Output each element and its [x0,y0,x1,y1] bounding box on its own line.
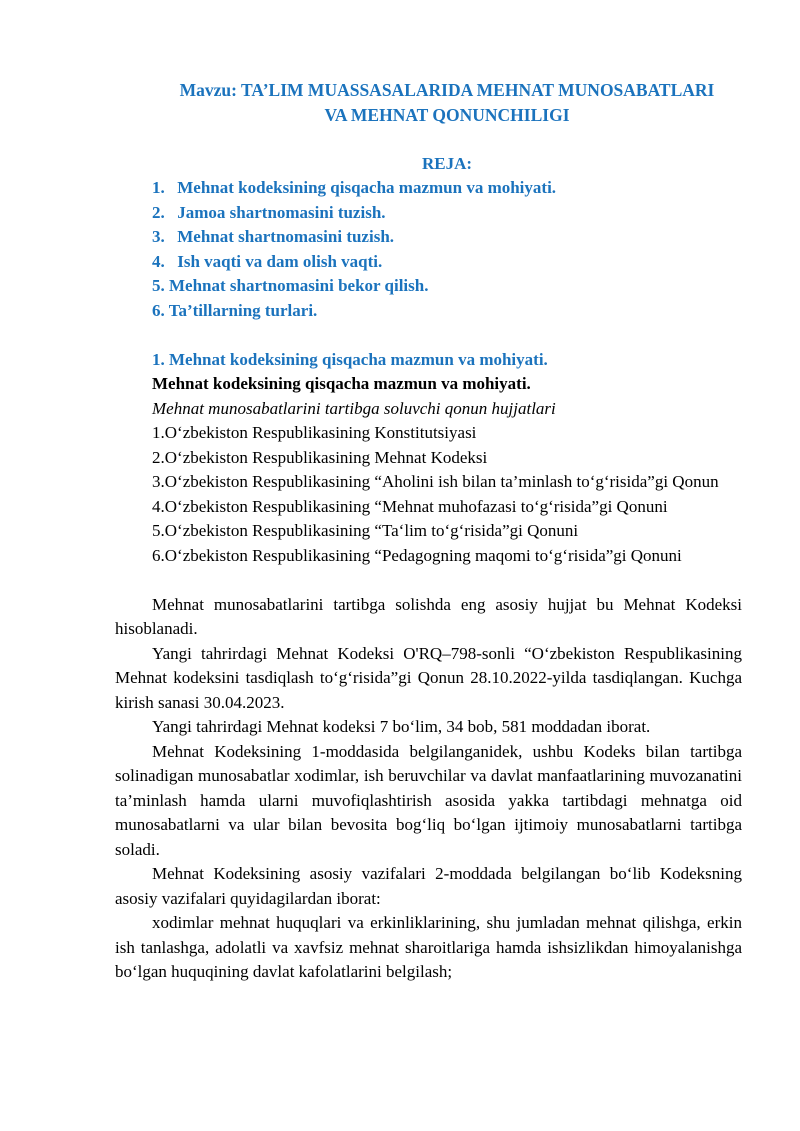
plan-item-number: 6. [152,300,165,320]
paragraph-article-1: Mehnat Kodeksining 1-moddasida belgilanganidek, ushbu Kodeks bilan tartibga solinadigan munosabatlar xodimlar, ish beruvchilar va davlat manfaatlarining muvozanatini ta’minlash hamda ularni muvofiqlashtirish asosida yakka tartibdagi mehnatga oid munosabatlarni va ular bilan bevosita bog‘liq bo‘lgan ijtimoiy munosabatlarni tartibga soladi. [115,741,742,859]
plan-item-number: 1. [152,178,165,197]
law-item-1: 1.O‘zbekiston Respublikasining Konstitutsiyasi [152,423,477,442]
law-item-2: 2.O‘zbekiston Respublikasining Mehnat Kodeksi [152,447,488,467]
spacer [115,323,742,348]
laws-list [115,421,742,568]
plan-item-2 [115,201,742,226]
plan-item-number: 3. [152,227,165,246]
plan-item-number: 4. [152,251,165,271]
document-content [115,78,742,985]
spacer [115,568,742,593]
law-item-4: 4.O‘zbekiston Respublikasining “Mehnat muhofazasi to‘g‘risida”gi Qonuni [152,496,668,516]
section-heading: 1. Mehnat kodeksining qisqacha mazmun va mohiyati. [152,349,548,369]
section-subheading: Mehnat kodeksining qisqacha mazmun va mohiyati. [152,374,531,393]
paragraph-main-document: Mehnat munosabatlarini tartibga solishda eng asosiy hujjat bu Mehnat Kodeksi hisoblanadi. [115,594,742,638]
plan-item-1 [115,176,742,201]
law-item-6: 6.O‘zbekiston Respublikasining “Pedagogning maqomi to‘g‘risida”gi Qonuni [152,545,682,565]
laws-caption: Mehnat munosabatlarini tartibga soluvchi qonun hujjatlari [152,398,556,418]
paragraph-article-2: Mehnat Kodeksining asosiy vazifalari 2-moddada belgilangan bo‘lib Kodeksning asosiy vazifalari quyidagilardan iborat: [115,864,742,908]
document-title [115,78,742,127]
title-line-1: Mavzu: TA’LIM MUASSASALARIDA MEHNAT MUNOSABATLARI [179,80,715,100]
plan-item-6 [115,299,742,324]
plan-item-text: Mehnat shartnomasini bekor qilish. [169,276,429,295]
plan-list [115,176,742,323]
plan-item-text: Mehnat shartnomasini tuzish. [177,227,395,246]
paragraph-structure: Yangi tahrirdagi Mehnat kodeksi 7 bo‘lim, 34 bob, 581 moddadan iborat. [152,717,651,736]
paragraph-tasks: xodimlar mehnat huquqlari va erkinliklarining, shu jumladan mehnat qilishga, erkin ish tanlashga, adolatli va xavfsiz mehnat sharoitlariga hamda ishsizlikdan himoyalanishga bo‘lgan huquqining davlat kafolatlarini belgilash; [115,913,742,981]
plan-item-text: Ish vaqti va dam olish vaqti. [177,251,383,271]
title-line-2: VA MEHNAT QONUNCHILIGI [324,104,570,125]
paragraph-new-code: Yangi tahrirdagi Mehnat Kodeksi O'RQ–798-sonli “O‘zbekiston Respublikasining Mehnat kodeksini tasdiqlash to‘g‘risida”gi Qonun 28.10.2022-yilda tasdiqlangan. Kuchga kirish sanasi 30.04.2023. [115,643,742,712]
plan-item-text: Jamoa shartnomasini tuzish. [177,202,386,222]
plan-item-text: Mehnat kodeksining qisqacha mazmun va mohiyati. [177,178,557,197]
plan-heading: REJA: [421,153,473,173]
plan-item-3 [115,225,742,250]
law-item-3: 3.O‘zbekiston Respublikasining “Aholini ish bilan ta’minlash to‘g‘risida”gi Qonun [152,472,719,491]
law-item-5: 5.O‘zbekiston Respublikasining “Ta‘lim to‘g‘risida”gi Qonuni [152,521,579,540]
plan-item-5 [115,274,742,299]
plan-item-4 [115,250,742,275]
plan-item-number: 2. [152,202,165,222]
plan-item-text: Ta’tillarning turlari. [168,300,318,320]
plan-item-number: 5. [152,276,165,295]
